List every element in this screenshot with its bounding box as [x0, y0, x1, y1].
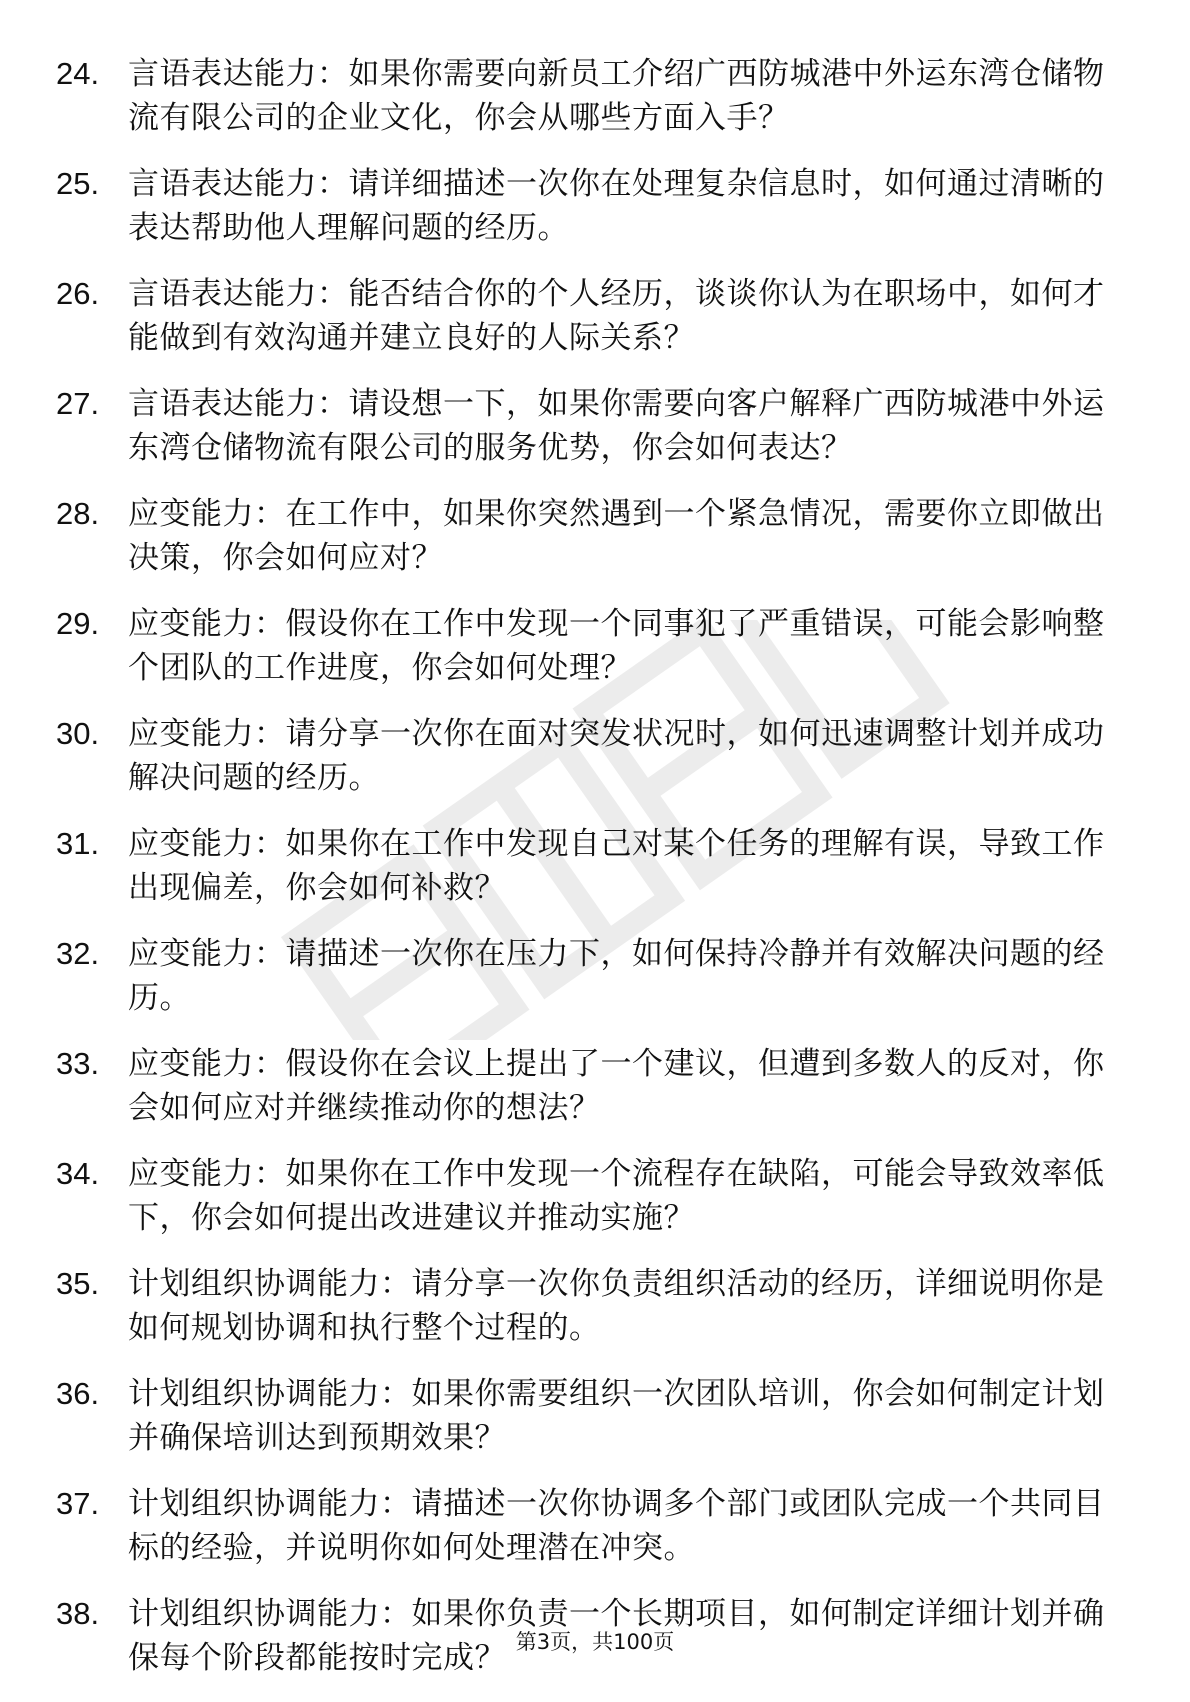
question-text: 应变能力：如果你在工作中发现一个流程存在缺陷，可能会导致效率低下，你会如何提出改进建议并推动实施？ [128, 1156, 1105, 1236]
question-item [56, 1482, 1106, 1570]
question-item [56, 52, 1106, 140]
question-number: 32. [56, 936, 100, 971]
question-item [56, 712, 1106, 800]
question-number: 24. [56, 56, 100, 91]
question-list [56, 52, 1106, 1702]
question-number: 34. [56, 1156, 100, 1191]
question-text: 计划组织协调能力：请分享一次你负责组织活动的经历，详细说明你是如何规划协调和执行整个过程的。 [128, 1266, 1105, 1346]
question-item [56, 602, 1106, 690]
question-item [56, 1042, 1106, 1130]
question-number: 25. [56, 166, 100, 201]
question-text: 应变能力：请描述一次你在压力下，如何保持冷静并有效解决问题的经历。 [128, 936, 1105, 1016]
question-number: 37. [56, 1486, 100, 1521]
page-footer: 第3页，共100页 [515, 1630, 675, 1654]
question-text: 应变能力：假设你在会议上提出了一个建议，但遭到多数人的反对，你会如何应对并继续推动你的想法？ [128, 1046, 1105, 1126]
question-item [56, 1262, 1106, 1350]
question-item [56, 382, 1106, 470]
question-text: 言语表达能力：请设想一下，如果你需要向客户解释广西防城港中外运东湾仓储物流有限公司的服务优势，你会如何表达？ [128, 386, 1105, 466]
question-item [56, 822, 1106, 910]
question-item [56, 1372, 1106, 1460]
question-number: 26. [56, 276, 100, 311]
question-item [56, 492, 1106, 580]
question-text: 应变能力：如果你在工作中发现自己对某个任务的理解有误，导致工作出现偏差，你会如何补救？ [128, 826, 1105, 906]
question-item [56, 162, 1106, 250]
question-text: 应变能力：在工作中，如果你突然遇到一个紧急情况，需要你立即做出决策，你会如何应对？ [128, 496, 1105, 576]
question-number: 28. [56, 496, 100, 531]
question-number: 33. [56, 1046, 100, 1081]
question-number: 30. [56, 716, 100, 751]
question-number: 27. [56, 386, 100, 421]
question-number: 29. [56, 606, 100, 641]
question-text: 计划组织协调能力：如果你需要组织一次团队培训，你会如何制定计划并确保培训达到预期效果？ [128, 1376, 1105, 1456]
question-text: 应变能力：假设你在工作中发现一个同事犯了严重错误，可能会影响整个团队的工作进度，你会如何处理？ [128, 606, 1105, 686]
question-number: 31. [56, 826, 100, 861]
question-text: 计划组织协调能力：如果你负责一个长期项目，如何制定详细计划并确保每个阶段都能按时完成？ [128, 1596, 1105, 1676]
question-number: 38. [56, 1596, 100, 1631]
question-item [56, 932, 1106, 1020]
question-text: 应变能力：请分享一次你在面对突发状况时，如何迅速调整计划并成功解决问题的经历。 [128, 716, 1105, 796]
question-text: 言语表达能力：能否结合你的个人经历，谈谈你认为在职场中，如何才能做到有效沟通并建立良好的人际关系？ [128, 276, 1105, 356]
question-number: 36. [56, 1376, 100, 1411]
question-number: 35. [56, 1266, 100, 1301]
question-text: 言语表达能力：如果你需要向新员工介绍广西防城港中外运东湾仓储物流有限公司的企业文化，你会从哪些方面入手？ [128, 56, 1105, 136]
question-text: 计划组织协调能力：请描述一次你协调多个部门或团队完成一个共同目标的经验，并说明你如何处理潜在冲突。 [128, 1486, 1105, 1566]
question-item [56, 1152, 1106, 1240]
question-item [56, 272, 1106, 360]
question-text: 言语表达能力：请详细描述一次你在处理复杂信息时，如何通过清晰的表达帮助他人理解问题的经历。 [128, 166, 1105, 246]
